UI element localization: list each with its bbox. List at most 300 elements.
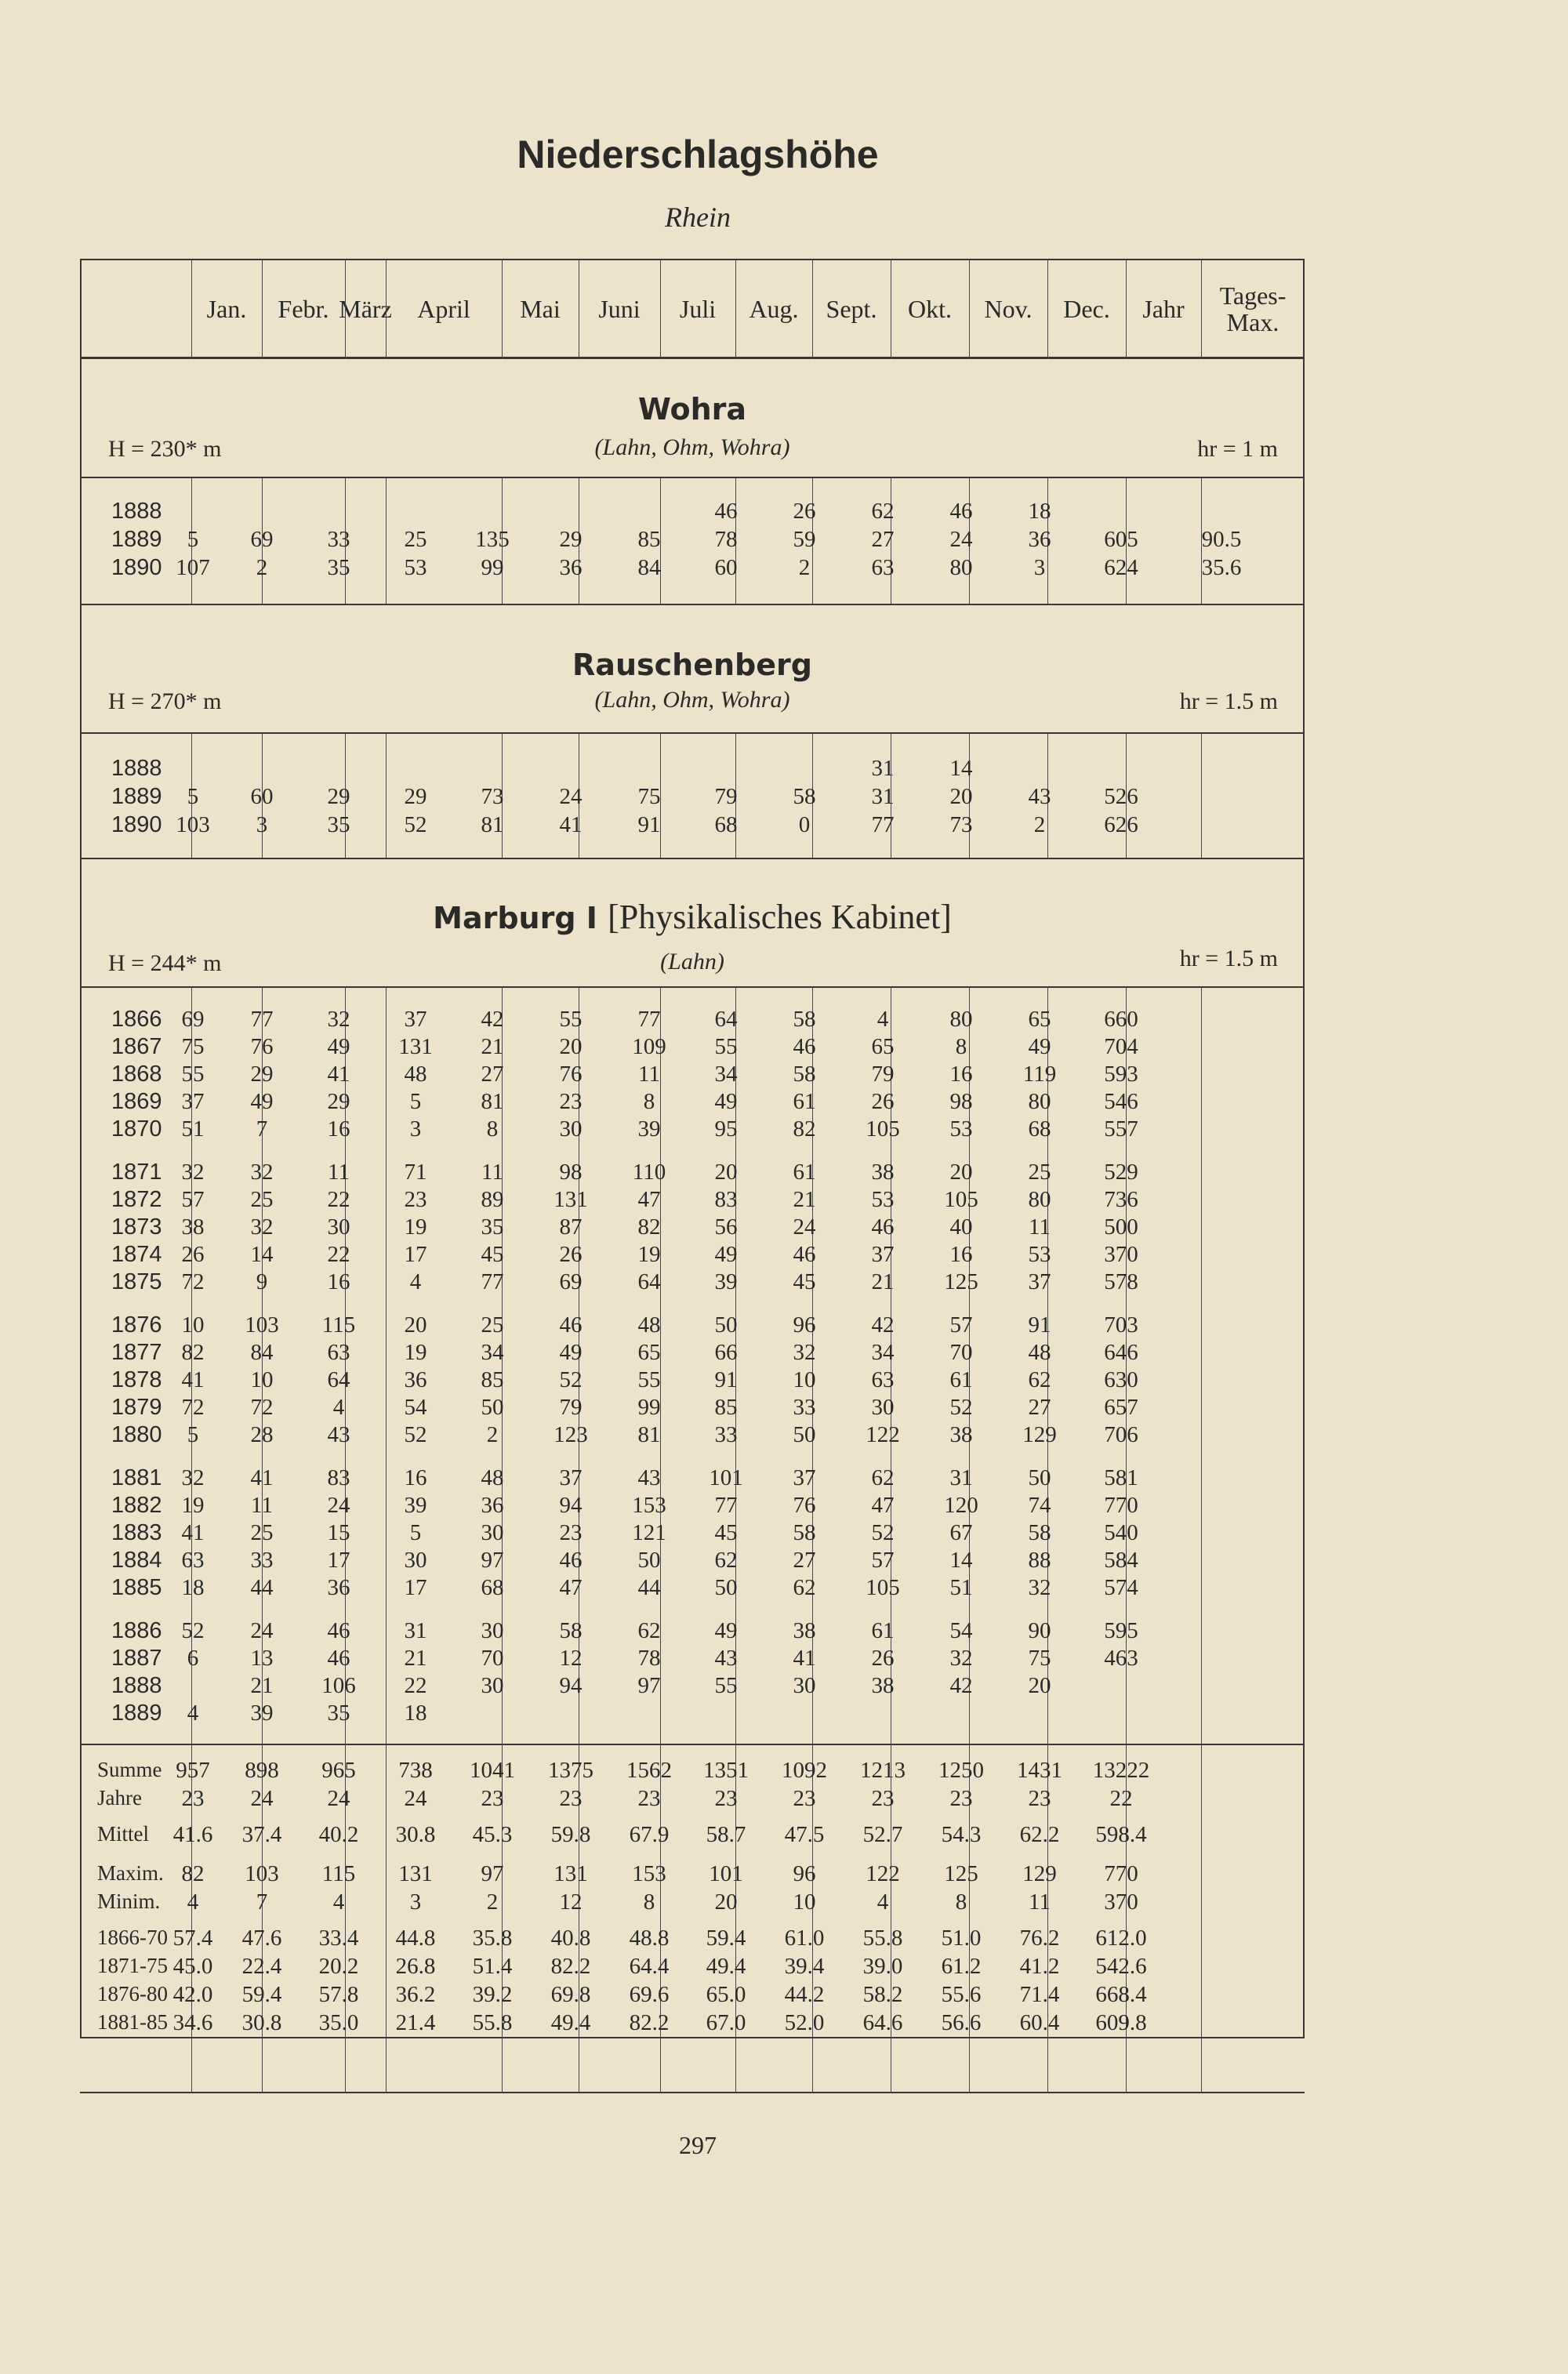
column-header: April xyxy=(417,295,470,323)
table-cell: 58 xyxy=(559,1618,583,1643)
table-cell: 2 xyxy=(798,555,811,580)
table-cell: 23 xyxy=(793,1786,816,1811)
table-cell: 35 xyxy=(481,1214,504,1240)
table-cell: 40.8 xyxy=(550,1926,591,1951)
table-cell: 19 xyxy=(637,1242,661,1267)
table-cell: 574 xyxy=(1104,1575,1138,1600)
table-cell: 60.4 xyxy=(1019,2010,1060,2035)
table-cell: 37 xyxy=(181,1089,205,1114)
table-cell: 39 xyxy=(404,1493,427,1518)
table-cell: 35.8 xyxy=(472,1926,513,1951)
table-cell: 75 xyxy=(1028,1646,1051,1671)
table-cell: 36 xyxy=(481,1493,504,1518)
table-cell: 82.2 xyxy=(629,2010,670,2035)
table-cell: 55.8 xyxy=(862,1926,903,1951)
table-cell: 63 xyxy=(871,1367,895,1392)
table-cell: 46 xyxy=(871,1214,895,1240)
table-cell: 25 xyxy=(404,527,427,552)
table-cell: 29 xyxy=(250,1062,274,1087)
table-cell: 62 xyxy=(637,1618,661,1643)
table-cell: 35 xyxy=(327,555,350,580)
table-cell: 32 xyxy=(327,1007,350,1032)
table-cell: 80 xyxy=(949,555,973,580)
table-cell: 53 xyxy=(871,1187,895,1212)
table-cell: 21 xyxy=(793,1187,816,1212)
table-cell: 20 xyxy=(559,1034,583,1059)
table-cell: 57 xyxy=(181,1187,205,1212)
table-cell: 35.6 xyxy=(1201,555,1242,580)
table-cell: 47.6 xyxy=(241,1926,282,1951)
table-cell: 38 xyxy=(181,1214,205,1240)
table-cell: 20 xyxy=(714,1160,738,1185)
table-cell: 2 xyxy=(1033,812,1046,837)
table-cell: 35 xyxy=(327,812,350,837)
table-cell: 50 xyxy=(793,1422,816,1447)
table-cell: 1092 xyxy=(782,1758,827,1783)
table-cell: 21 xyxy=(871,1269,895,1294)
table-cell: 39 xyxy=(637,1116,661,1142)
table-cell: 7 xyxy=(256,1116,268,1142)
row-year: 1890 xyxy=(111,812,162,837)
table-cell: 11 xyxy=(1029,1889,1051,1915)
table-cell: 85 xyxy=(481,1367,504,1392)
table-cell: 463 xyxy=(1104,1646,1138,1671)
station-height: H = 270* m xyxy=(108,688,222,714)
table-cell: 26 xyxy=(871,1089,895,1114)
table-cell: 5 xyxy=(409,1089,422,1114)
table-cell: 46 xyxy=(327,1618,350,1643)
table-cell: 593 xyxy=(1104,1062,1138,1087)
column-divider xyxy=(502,259,503,359)
row-year: 1873 xyxy=(111,1214,162,1240)
table-cell: 63 xyxy=(871,555,895,580)
section-top-line xyxy=(80,604,1305,605)
table-cell: 67.0 xyxy=(706,2010,746,2035)
table-cell: 50 xyxy=(714,1312,738,1338)
station-river: (Lahn, Ohm, Wohra) xyxy=(594,434,790,460)
table-cell: 49.4 xyxy=(706,1954,746,1979)
table-cell: 22 xyxy=(1109,1786,1133,1811)
table-cell: 581 xyxy=(1104,1465,1138,1490)
table-cell: 41 xyxy=(793,1646,816,1671)
table-cell: 11 xyxy=(481,1160,503,1185)
table-cell: 45 xyxy=(714,1520,738,1545)
row-label: 1881-85 xyxy=(97,2010,168,2034)
table-cell: 55 xyxy=(637,1367,661,1392)
table-cell: 43 xyxy=(637,1465,661,1490)
table-cell: 36 xyxy=(327,1575,350,1600)
table-cell: 44 xyxy=(637,1575,661,1600)
table-cell: 1041 xyxy=(470,1758,515,1783)
table-cell: 38 xyxy=(949,1422,973,1447)
table-cell: 46 xyxy=(793,1242,816,1267)
table-cell: 26 xyxy=(181,1242,205,1267)
row-year: 1876 xyxy=(111,1312,162,1338)
table-cell: 10 xyxy=(250,1367,274,1392)
table-cell: 69 xyxy=(181,1007,205,1032)
table-cell: 630 xyxy=(1104,1367,1138,1392)
table-cell: 12 xyxy=(559,1646,583,1671)
table-cell: 48 xyxy=(1028,1340,1051,1365)
table-cell: 5 xyxy=(409,1520,422,1545)
table-cell: 52 xyxy=(404,812,427,837)
table-cell: 61 xyxy=(949,1367,973,1392)
table-cell: 22 xyxy=(404,1673,427,1698)
table-cell: 542.6 xyxy=(1095,1954,1147,1979)
table-cell: 22.4 xyxy=(241,1954,282,1979)
table-cell: 37 xyxy=(793,1465,816,1490)
table-cell: 52 xyxy=(949,1395,973,1420)
table-cell: 76 xyxy=(250,1034,274,1059)
table-cell: 66 xyxy=(714,1340,738,1365)
table-cell: 96 xyxy=(793,1312,816,1338)
table-cell: 540 xyxy=(1104,1520,1138,1545)
table-cell: 97 xyxy=(481,1861,504,1886)
row-label: Jahre xyxy=(97,1786,142,1810)
table-cell: 526 xyxy=(1104,784,1138,809)
table-cell: 605 xyxy=(1104,527,1138,552)
table-cell: 81 xyxy=(481,1089,504,1114)
table-cell: 23 xyxy=(404,1187,427,1212)
row-label: Minim. xyxy=(97,1889,161,1913)
table-cell: 30 xyxy=(481,1520,504,1545)
table-cell: 85 xyxy=(637,527,661,552)
table-cell: 34.6 xyxy=(172,2010,213,2035)
row-year: 1885 xyxy=(111,1575,162,1600)
row-year: 1889 xyxy=(111,527,162,552)
station-name-main: Marburg I xyxy=(433,901,597,935)
table-cell: 103 xyxy=(245,1312,279,1338)
table-cell: 27 xyxy=(871,527,895,552)
table-cell: 31 xyxy=(949,1465,973,1490)
table-cell: 98 xyxy=(949,1089,973,1114)
table-cell: 13 xyxy=(250,1646,274,1671)
column-divider xyxy=(191,259,192,359)
table-cell: 20 xyxy=(714,1889,738,1915)
table-cell: 49 xyxy=(714,1242,738,1267)
table-cell: 26 xyxy=(793,499,816,524)
table-cell: 99 xyxy=(637,1395,661,1420)
table-cell: 129 xyxy=(1022,1861,1057,1886)
table-cell: 64.6 xyxy=(862,2010,903,2035)
table-cell: 30 xyxy=(793,1673,816,1698)
table-cell: 3 xyxy=(256,812,268,837)
table-cell: 59.4 xyxy=(706,1926,746,1951)
table-cell: 18 xyxy=(1028,499,1051,524)
table-cell: 23 xyxy=(949,1786,973,1811)
table-cell: 21.4 xyxy=(395,2010,436,2035)
row-year: 1888 xyxy=(111,756,162,781)
table-cell: 32 xyxy=(1028,1575,1051,1600)
table-cell: 53 xyxy=(404,555,427,580)
table-cell: 14 xyxy=(250,1242,274,1267)
table-cell: 33 xyxy=(793,1395,816,1420)
table-cell: 95 xyxy=(714,1116,738,1142)
table-cell: 32 xyxy=(250,1214,274,1240)
table-cell: 36 xyxy=(404,1367,427,1392)
table-cell: 706 xyxy=(1104,1422,1138,1447)
table-cell: 37.4 xyxy=(241,1822,282,1847)
page-number: 297 xyxy=(679,2131,717,2159)
table-cell: 49 xyxy=(714,1089,738,1114)
table-cell: 69.8 xyxy=(550,1982,591,2007)
table-cell: 5 xyxy=(187,527,199,552)
table-cell: 83 xyxy=(327,1465,350,1490)
table-cell: 62 xyxy=(871,1465,895,1490)
table-cell: 83 xyxy=(714,1187,738,1212)
table-cell: 6 xyxy=(187,1646,199,1671)
table-cell: 34 xyxy=(481,1340,504,1365)
table-cell: 646 xyxy=(1104,1340,1138,1365)
table-cell: 30 xyxy=(559,1116,583,1142)
table-cell: 37 xyxy=(871,1242,895,1267)
column-header: März xyxy=(339,295,392,323)
table-cell: 34 xyxy=(871,1340,895,1365)
station-name xyxy=(80,897,1305,937)
table-cell: 51 xyxy=(949,1575,973,1600)
table-cell: 45 xyxy=(481,1242,504,1267)
table-cell: 44.2 xyxy=(784,1982,825,2007)
table-cell: 21 xyxy=(481,1034,504,1059)
table-cell: 626 xyxy=(1104,812,1138,837)
table-cell: 131 xyxy=(554,1861,588,1886)
column-divider xyxy=(386,259,387,359)
table-cell: 63 xyxy=(181,1548,205,1573)
table-cell: 77 xyxy=(481,1269,504,1294)
row-year: 1878 xyxy=(111,1367,162,1392)
table-cell: 770 xyxy=(1104,1861,1138,1886)
table-cell: 49 xyxy=(559,1340,583,1365)
table-cell: 25 xyxy=(1028,1160,1051,1185)
table-cell: 2 xyxy=(256,555,268,580)
table-cell: 23 xyxy=(559,1089,583,1114)
table-cell: 69 xyxy=(250,527,274,552)
table-cell: 612.0 xyxy=(1095,1926,1147,1951)
table-cell: 58 xyxy=(793,1007,816,1032)
table-cell: 40 xyxy=(949,1214,973,1240)
table-cell: 5 xyxy=(187,784,199,809)
table-cell: 58.7 xyxy=(706,1822,746,1847)
table-cell: 77 xyxy=(714,1493,738,1518)
table-cell: 47 xyxy=(637,1187,661,1212)
table-cell: 70 xyxy=(481,1646,504,1671)
table-cell: 47.5 xyxy=(784,1822,825,1847)
table-cell: 73 xyxy=(481,784,504,809)
table-cell: 59.4 xyxy=(241,1982,282,2007)
table-cell: 51.4 xyxy=(472,1954,513,1979)
row-year: 1866 xyxy=(111,1007,162,1032)
table-cell: 8 xyxy=(486,1116,499,1142)
table-cell: 657 xyxy=(1104,1395,1138,1420)
table-cell: 33 xyxy=(327,527,350,552)
table-cell: 21 xyxy=(404,1646,427,1671)
table-cell: 49 xyxy=(250,1089,274,1114)
table-cell: 82 xyxy=(793,1116,816,1142)
table-cell: 65 xyxy=(871,1034,895,1059)
row-year: 1868 xyxy=(111,1062,162,1087)
column-divider xyxy=(1126,259,1127,359)
table-cell: 77 xyxy=(250,1007,274,1032)
row-year: 1890 xyxy=(111,555,162,580)
row-year: 1880 xyxy=(111,1422,162,1447)
table-cell: 72 xyxy=(181,1269,205,1294)
table-cell: 91 xyxy=(714,1367,738,1392)
table-cell: 13222 xyxy=(1092,1758,1150,1783)
column-header: Dec. xyxy=(1063,295,1110,323)
table-cell: 26.8 xyxy=(395,1954,436,1979)
table-cell: 101 xyxy=(709,1465,743,1490)
table-cell: 82.2 xyxy=(550,1954,591,1979)
table-cell: 61.0 xyxy=(784,1926,825,1951)
table-cell: 49 xyxy=(327,1034,350,1059)
table-cell: 14 xyxy=(949,756,973,781)
table-cell: 39 xyxy=(250,1701,274,1726)
table-cell: 578 xyxy=(1104,1269,1138,1294)
column-header: Febr. xyxy=(278,295,329,323)
row-year: 1888 xyxy=(111,499,162,524)
table-cell: 78 xyxy=(714,527,738,552)
table-cell: 37 xyxy=(1028,1269,1051,1294)
table-cell: 25 xyxy=(250,1520,274,1545)
table-cell: 24 xyxy=(559,784,583,809)
table-cell: 24 xyxy=(250,1786,274,1811)
table-cell: 32 xyxy=(181,1160,205,1185)
table-cell: 53 xyxy=(949,1116,973,1142)
table-cell: 36 xyxy=(1028,527,1051,552)
row-year: 1871 xyxy=(111,1160,162,1185)
marburg-stats-grid xyxy=(80,1744,1305,2093)
table-cell: 68 xyxy=(481,1575,504,1600)
table-cell: 370 xyxy=(1104,1242,1138,1267)
table-cell: 14 xyxy=(949,1548,973,1573)
table-cell: 33 xyxy=(250,1548,274,1573)
table-cell: 115 xyxy=(321,1861,356,1886)
row-year: 1882 xyxy=(111,1493,162,1518)
table-cell: 957 xyxy=(176,1758,210,1783)
table-cell: 115 xyxy=(321,1312,356,1338)
row-year: 1888 xyxy=(111,1673,162,1698)
table-cell: 79 xyxy=(559,1395,583,1420)
table-cell: 23 xyxy=(871,1786,895,1811)
table-cell: 48 xyxy=(481,1465,504,1490)
table-header xyxy=(80,259,1305,359)
table-cell: 41.2 xyxy=(1019,1954,1060,1979)
table-cell: 36.2 xyxy=(395,1982,436,2007)
column-divider xyxy=(1201,986,1202,1744)
table-cell: 64 xyxy=(327,1367,350,1392)
table-cell: 94 xyxy=(559,1493,583,1518)
table-cell: 90.5 xyxy=(1201,527,1242,552)
row-year: 1875 xyxy=(111,1269,162,1294)
table-cell: 59 xyxy=(793,527,816,552)
table-cell: 4 xyxy=(877,1007,889,1032)
marburg-data-grid xyxy=(80,986,1305,1744)
table-cell: 29 xyxy=(559,527,583,552)
row-label: Maxim. xyxy=(97,1861,164,1885)
table-cell: 1213 xyxy=(860,1758,906,1783)
table-cell: 1375 xyxy=(548,1758,593,1783)
column-divider xyxy=(969,259,970,359)
table-cell: 41 xyxy=(181,1520,205,1545)
table-cell: 557 xyxy=(1104,1116,1138,1142)
table-cell: 24 xyxy=(250,1618,274,1643)
table-cell: 123 xyxy=(554,1422,588,1447)
table-cell: 44.8 xyxy=(395,1926,436,1951)
table-cell: 101 xyxy=(709,1861,743,1886)
table-cell: 55 xyxy=(714,1673,738,1698)
table-cell: 50 xyxy=(481,1395,504,1420)
table-cell: 39.2 xyxy=(472,1982,513,2007)
table-cell: 70 xyxy=(949,1340,973,1365)
table-cell: 76.2 xyxy=(1019,1926,1060,1951)
table-cell: 80 xyxy=(949,1007,973,1032)
table-cell: 65 xyxy=(1028,1007,1051,1032)
table-cell: 75 xyxy=(181,1034,205,1059)
row-year: 1881 xyxy=(111,1465,162,1490)
table-cell: 103 xyxy=(176,812,210,837)
column-header: Okt. xyxy=(908,295,952,323)
table-cell: 61 xyxy=(793,1160,816,1185)
table-cell: 94 xyxy=(559,1673,583,1698)
table-cell: 135 xyxy=(475,527,510,552)
table-cell: 68 xyxy=(714,812,738,837)
table-cell: 77 xyxy=(637,1007,661,1032)
table-cell: 38 xyxy=(871,1160,895,1185)
table-cell: 29 xyxy=(327,1089,350,1114)
column-divider xyxy=(262,259,263,359)
column-divider xyxy=(812,259,813,359)
row-label: 1871-75 xyxy=(97,1954,168,1977)
table-cell: 17 xyxy=(404,1242,427,1267)
table-cell: 33 xyxy=(714,1422,738,1447)
table-cell: 69 xyxy=(559,1269,583,1294)
table-cell: 57 xyxy=(871,1548,895,1573)
row-year: 1869 xyxy=(111,1089,162,1114)
table-cell: 105 xyxy=(944,1187,978,1212)
table-cell: 51 xyxy=(181,1116,205,1142)
table-cell: 62 xyxy=(714,1548,738,1573)
table-cell: 27 xyxy=(1028,1395,1051,1420)
table-cell: 17 xyxy=(327,1548,350,1573)
table-cell: 0 xyxy=(798,812,811,837)
table-cell: 46 xyxy=(949,499,973,524)
table-cell: 43 xyxy=(1028,784,1051,809)
table-cell: 584 xyxy=(1104,1548,1138,1573)
table-cell: 79 xyxy=(714,784,738,809)
table-cell: 18 xyxy=(404,1701,427,1726)
column-divider xyxy=(1047,259,1048,359)
table-cell: 42 xyxy=(481,1007,504,1032)
table-cell: 65.0 xyxy=(706,1982,746,2007)
page-subtitle: Rhein xyxy=(665,201,731,233)
row-label: 1866-70 xyxy=(97,1926,168,1949)
table-cell: 27 xyxy=(793,1548,816,1573)
table-cell: 41 xyxy=(559,812,583,837)
table-cell: 77 xyxy=(871,812,895,837)
table-cell: 52 xyxy=(404,1422,427,1447)
table-cell: 965 xyxy=(321,1758,356,1783)
page-title: Niederschlagshöhe xyxy=(517,132,879,176)
table-cell: 595 xyxy=(1104,1618,1138,1643)
table-cell: 22 xyxy=(327,1187,350,1212)
table-cell: 26 xyxy=(559,1242,583,1267)
table-cell: 76 xyxy=(793,1493,816,1518)
table-cell: 107 xyxy=(176,555,210,580)
table-cell: 624 xyxy=(1104,555,1138,580)
column-header: Tages- Max. xyxy=(1219,281,1287,336)
row-year: 1886 xyxy=(111,1618,162,1643)
table-cell: 23 xyxy=(181,1786,205,1811)
